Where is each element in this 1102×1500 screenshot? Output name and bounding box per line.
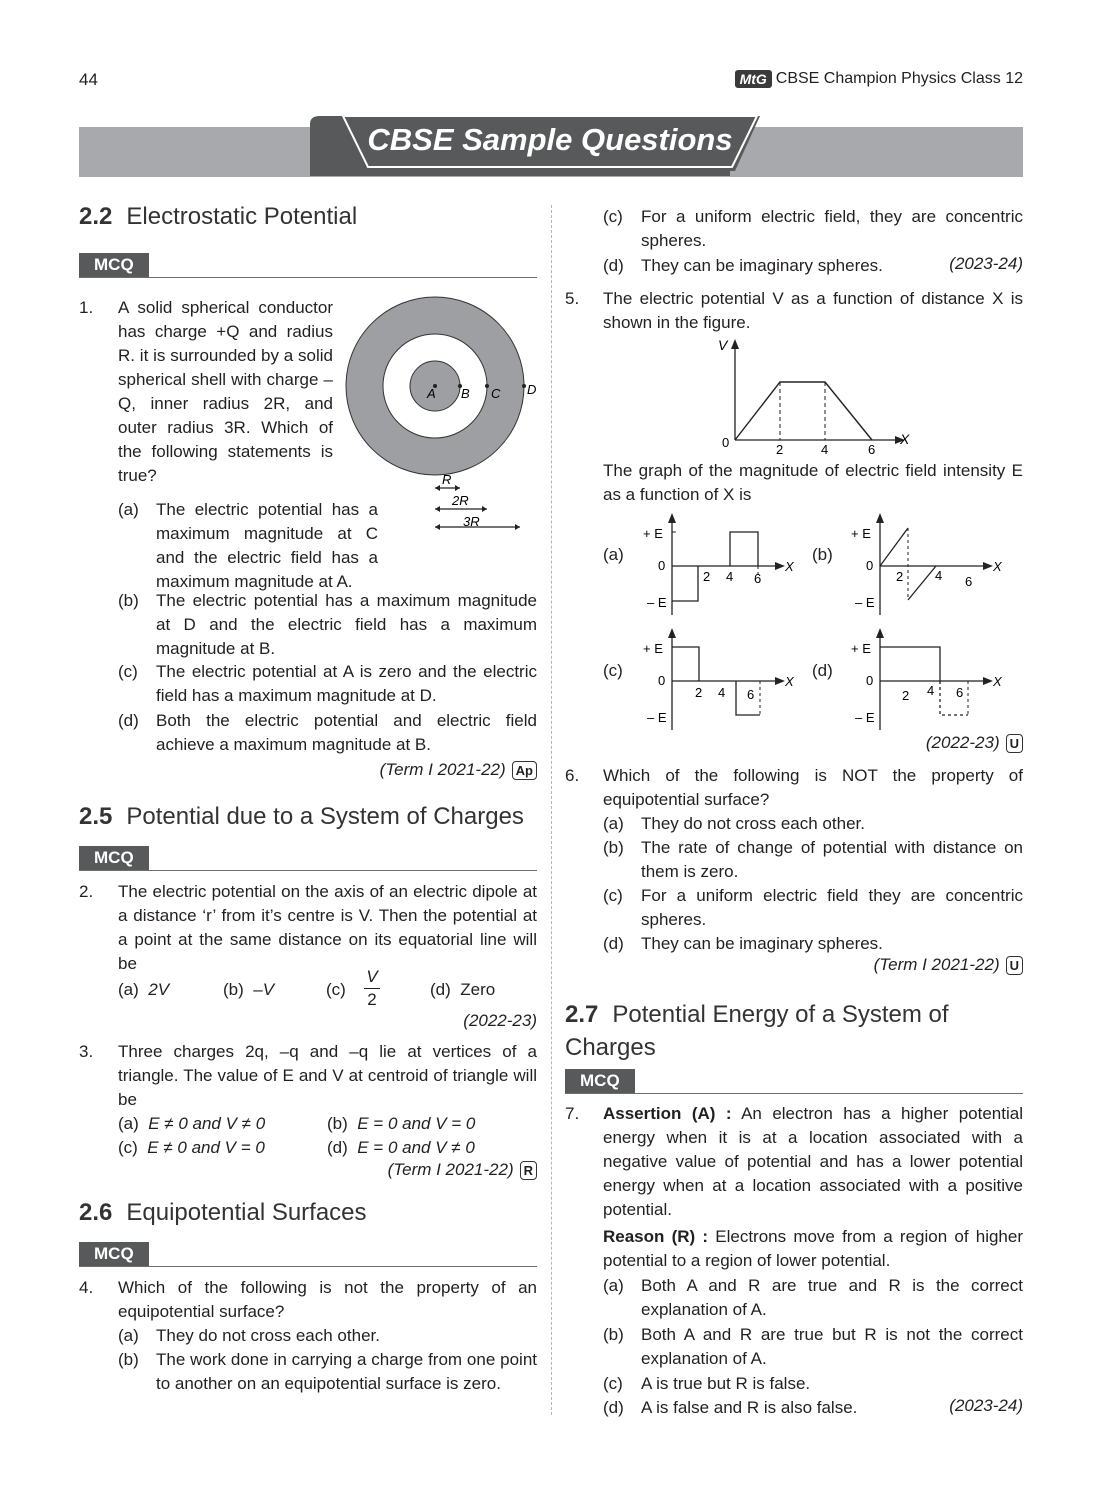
- label-3r: 3R: [463, 514, 480, 529]
- option-b: [327, 1112, 475, 1136]
- reason-paragraph: [603, 1225, 1023, 1273]
- option-label: (a): [603, 814, 624, 833]
- option-text: The electric potential at A is zero and the electric field has a maximum magnitude at D.: [156, 662, 537, 705]
- option-b: [223, 978, 274, 1002]
- fraction-v-over-2: [364, 966, 380, 1011]
- assertion-label: Assertion (A) :: [603, 1104, 732, 1123]
- option-text: –V: [253, 980, 275, 999]
- option-c: [603, 1372, 1023, 1396]
- field-graph-a: [640, 510, 800, 620]
- x-axis-label: X: [785, 674, 794, 689]
- option-label: (d): [603, 934, 624, 953]
- option-label: (d): [430, 980, 451, 999]
- question-text: The electric potential V as a function of distance X is shown in the figure.: [603, 289, 1023, 332]
- tick-label: 6: [956, 685, 964, 700]
- question-text: Three charges 2q, –q and –q lie at vertices of a triangle. The value of E and V at centroid of triangle will be: [118, 1042, 537, 1109]
- zero-label: 0: [866, 558, 874, 573]
- x-axis-label: X: [993, 559, 1002, 574]
- option-text: The electric potential has a maximum magnitude at C and the electric field has a maximum magnitude at A.: [156, 500, 378, 591]
- option-text: The work done in carrying a charge from one point to another on an equipotential surface is zero.: [156, 1350, 537, 1393]
- graph-option-d-label: (d): [812, 661, 833, 680]
- option-text: They do not cross each other.: [641, 814, 865, 833]
- tick-label: 4: [927, 683, 935, 698]
- label-2r: 2R: [452, 493, 469, 508]
- section-heading-2-5: [79, 803, 524, 831]
- option-text: A is false and R is also false.: [641, 1398, 858, 1417]
- option-a: [118, 1324, 537, 1348]
- zero-label: 0: [658, 558, 666, 573]
- option-label: (c): [118, 1138, 138, 1157]
- option-text: For a uniform electric field, they are concentric spheres.: [641, 207, 1023, 250]
- tick-label: 6: [747, 687, 755, 702]
- option-text: Both the electric potential and electric field achieve a maximum magnitude at B.: [156, 711, 537, 754]
- fraction-numerator: V: [364, 966, 380, 989]
- label-r: R: [442, 472, 452, 487]
- difficulty-badge: R: [520, 1161, 537, 1180]
- option-text: The electric potential has a maximum magnitude at D and the electric field has a maximum magnitude at B.: [156, 591, 537, 658]
- source-text: (Term I 2021-22): [379, 760, 506, 779]
- option-text: 2V: [148, 980, 170, 999]
- option-label: (d): [603, 256, 624, 275]
- option-b: [603, 1323, 1023, 1371]
- option-label: (d): [327, 1138, 348, 1157]
- section-title: Equipotential Surfaces: [126, 1199, 367, 1226]
- question-source: [300, 760, 537, 780]
- option-label: (b): [223, 980, 244, 999]
- section-number: 2.2: [79, 203, 113, 230]
- option-label: (a): [603, 1276, 624, 1295]
- potential-vs-distance-graph: [710, 335, 920, 460]
- label-c: C: [491, 386, 501, 401]
- question-source: (2023-24): [949, 254, 1023, 273]
- option-label: (b): [118, 1350, 139, 1369]
- question-text: A solid spherical conductor has charge +Q and radius R. it is surrounded by a solid spherical shell with charge –Q, inner radius 2R, and outer radius 3R. Which of the following statements is true?: [118, 298, 333, 485]
- origin-label: 0: [722, 435, 730, 450]
- source-text: (Term I 2021-22): [387, 1160, 514, 1179]
- option-d: [430, 978, 495, 1002]
- option-label: (b): [603, 838, 624, 857]
- option-label: (d): [118, 711, 139, 730]
- tick-label: 2: [703, 569, 711, 584]
- option-label: (a): [118, 1114, 139, 1133]
- book-title-header: [735, 70, 1023, 88]
- assertion-paragraph: [603, 1102, 1023, 1222]
- field-graph-c: [640, 625, 800, 735]
- minus-e-label: – E: [647, 710, 667, 725]
- option-label: (c): [118, 662, 138, 681]
- question-number: 6.: [565, 766, 580, 785]
- option-label: (b): [603, 1325, 624, 1344]
- graph-option-c-label: (c): [603, 661, 623, 680]
- source-text: (2022-23): [925, 733, 1000, 752]
- option-text: A is true but R is false.: [641, 1374, 811, 1393]
- question-text: Which of the following is not the property of an equipotential surface?: [118, 1278, 537, 1321]
- question-number: 7.: [565, 1104, 580, 1123]
- question-text-continued: The graph of the magnitude of electric field intensity E as a function of X is: [603, 461, 1023, 504]
- page-number: 44: [79, 70, 98, 89]
- section-number: 2.5: [79, 803, 113, 830]
- reason-text: Electrons move from a region of higher potential to a region of lower potential.: [603, 1227, 1023, 1270]
- section-title: Electrostatic Potential: [126, 203, 358, 230]
- option-text: They do not cross each other.: [156, 1326, 380, 1345]
- question-text: The electric potential on the axis of an electric dipole at a distance ‘r’ from it’s centre is V. Then the potential at a point at the same distance on its equatorial line will be: [118, 882, 537, 973]
- graph-option-a-label: (a): [603, 545, 624, 564]
- option-text: They can be imaginary spheres.: [641, 934, 883, 953]
- fraction-denominator: 2: [367, 990, 377, 1009]
- option-c: (c): [326, 980, 346, 999]
- graph-option-b-label: (b): [812, 545, 833, 564]
- question-number: 5.: [565, 289, 580, 308]
- minus-e-label: – E: [855, 595, 875, 610]
- tick-label: 2: [776, 442, 784, 457]
- section-heading-2-2: [79, 203, 357, 231]
- tick-label: 2: [896, 569, 904, 584]
- mcq-tag: MCQ: [79, 253, 149, 277]
- question-number: 1.: [79, 298, 94, 317]
- tick-label: 4: [935, 568, 943, 583]
- section-title: Potential due to a System of Charges: [126, 803, 524, 830]
- question-source: (2023-24): [949, 1396, 1023, 1415]
- plus-e-label: + E: [851, 641, 871, 656]
- mtg-logo: MtG: [735, 70, 772, 88]
- zero-label: 0: [866, 673, 874, 688]
- option-text: Zero: [460, 980, 496, 999]
- options-grid: [118, 1112, 537, 1162]
- option-label: (b): [118, 591, 139, 610]
- tick-label: 2: [695, 685, 703, 700]
- section-title: Potential Energy of a System of Charges: [565, 1001, 949, 1061]
- option-b: [118, 589, 537, 661]
- tick-label: 6: [965, 574, 973, 589]
- option-label: (a): [118, 500, 139, 519]
- option-label: (c): [603, 207, 623, 226]
- field-graph-b: [848, 510, 1008, 620]
- option-c: [118, 660, 537, 708]
- option-label: (d): [603, 1398, 624, 1417]
- option-label: (a): [118, 980, 139, 999]
- option-label: (a): [118, 1326, 139, 1345]
- zero-label: 0: [658, 673, 666, 688]
- option-b: [603, 836, 1023, 884]
- question-source: [800, 955, 1023, 975]
- difficulty-badge: U: [1006, 734, 1023, 753]
- x-axis-label: X: [785, 559, 794, 574]
- plus-e-label: + E: [643, 526, 663, 541]
- question-number: 2.: [79, 882, 94, 901]
- tick-label: 6: [754, 571, 762, 586]
- question-source: [300, 1160, 537, 1180]
- v-axis-label: V: [718, 337, 728, 353]
- field-graph-d: [848, 625, 1008, 735]
- option-text: The rate of change of potential with distance on them is zero.: [641, 838, 1023, 881]
- source-text: (Term I 2021-22): [873, 955, 1000, 974]
- option-text: E ≠ 0 and V ≠ 0: [148, 1114, 266, 1133]
- option-d: [603, 932, 1023, 956]
- section-number: 2.7: [565, 1001, 599, 1028]
- difficulty-badge: U: [1006, 956, 1023, 975]
- tick-label: 4: [821, 442, 829, 457]
- minus-e-label: – E: [647, 595, 667, 610]
- section-heading-2-6: [79, 1199, 367, 1227]
- option-label: (c): [603, 886, 623, 905]
- label-b: B: [461, 386, 470, 401]
- mcq-bar: [565, 1069, 1023, 1094]
- mcq-tag: MCQ: [79, 1242, 149, 1266]
- plus-e-label: + E: [851, 526, 871, 541]
- section-heading-2-7: [565, 998, 1023, 1064]
- plus-e-label: + E: [643, 641, 663, 656]
- minus-e-label: – E: [855, 710, 875, 725]
- option-c: [603, 205, 1023, 253]
- option-d: [118, 709, 537, 757]
- mcq-tag: MCQ: [565, 1069, 635, 1093]
- question-number: 3.: [79, 1042, 94, 1061]
- tick-label: 2: [902, 688, 910, 703]
- mcq-tag: MCQ: [79, 846, 149, 870]
- option-text: E = 0 and V ≠ 0: [357, 1138, 475, 1157]
- assertion-text: An electron has a higher potential energy when it is at a location associated with a negative value of potential and has a lower potential energy when at a location associated with a positive potential.: [603, 1104, 1023, 1219]
- book-title: CBSE Champion Physics Class 12: [775, 70, 1023, 87]
- option-label: (b): [327, 1114, 348, 1133]
- option-c: [603, 884, 1023, 932]
- option-text: For a uniform electric field they are concentric spheres.: [641, 886, 1023, 929]
- option-a: [118, 1112, 265, 1136]
- question-number: 4.: [79, 1278, 94, 1297]
- label-d: D: [527, 382, 537, 397]
- option-text: They can be imaginary spheres.: [641, 256, 883, 275]
- option-text: Both A and R are true and R is the correct explanation of A.: [641, 1276, 1023, 1319]
- section-number: 2.6: [79, 1199, 113, 1226]
- difficulty-badge: Ap: [512, 761, 537, 780]
- tick-label: 4: [718, 685, 726, 700]
- banner-title: CBSE Sample Questions: [367, 122, 733, 157]
- question-source: (2022-23): [463, 1011, 537, 1030]
- option-a: [603, 1274, 1023, 1322]
- option-c: [118, 1136, 265, 1160]
- option-text: E ≠ 0 and V = 0: [147, 1138, 265, 1157]
- column-divider: [551, 205, 552, 1415]
- option-a: [118, 498, 378, 594]
- mcq-bar: [79, 1242, 537, 1267]
- label-a: A: [427, 386, 436, 401]
- option-d: [327, 1136, 475, 1160]
- question-source: [850, 733, 1023, 753]
- option-label: (c): [603, 1374, 623, 1393]
- mcq-bar: [79, 846, 537, 871]
- x-axis-label: X: [993, 674, 1002, 689]
- option-a: [603, 812, 1023, 836]
- mcq-bar: [79, 253, 537, 278]
- x-axis-label: X: [900, 431, 910, 447]
- tick-label: 6: [868, 442, 876, 457]
- option-text: E = 0 and V = 0: [357, 1114, 476, 1133]
- tick-label: 4: [726, 569, 734, 584]
- option-b: [118, 1348, 537, 1396]
- option-text: Both A and R are true but R is not the correct explanation of A.: [641, 1325, 1023, 1368]
- question-text: Which of the following is NOT the property of equipotential surface?: [603, 766, 1023, 809]
- option-a: [118, 978, 169, 1002]
- reason-label: Reason (R) :: [603, 1227, 709, 1246]
